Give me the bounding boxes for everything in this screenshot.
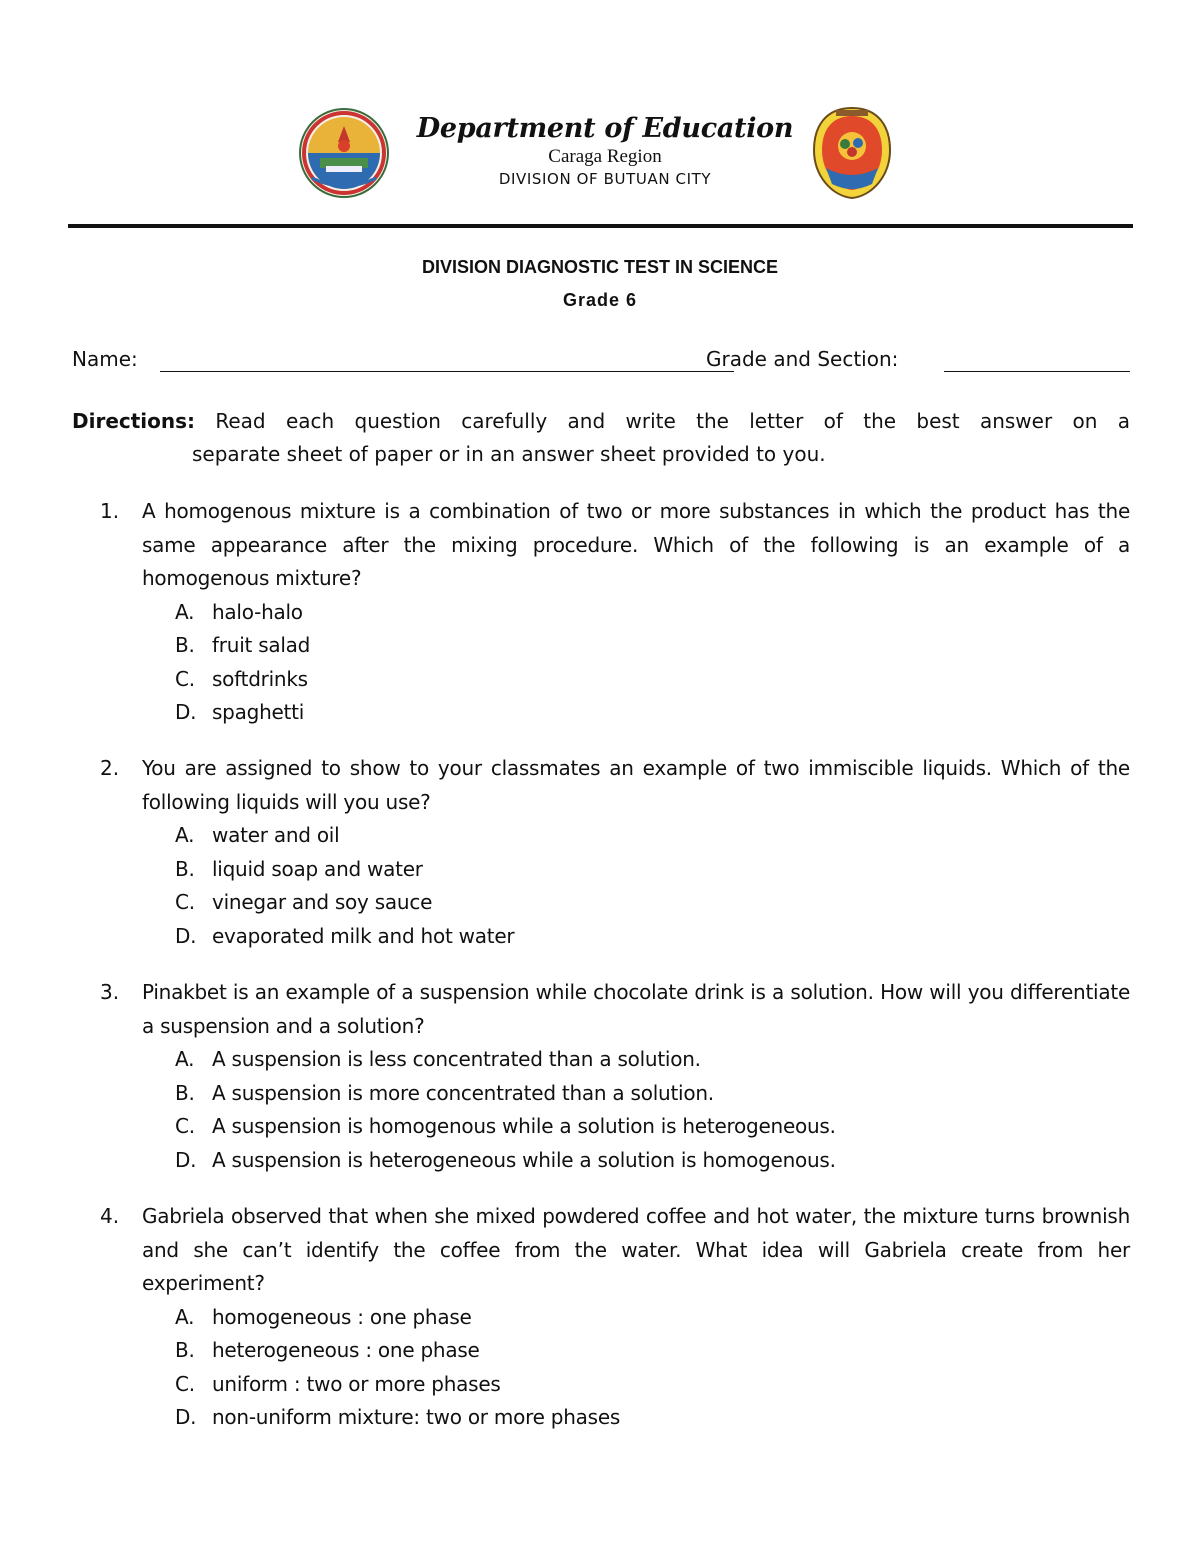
choice-text: uniform : two or more phases [212,1371,501,1396]
choice-item [175,1301,1130,1335]
choice-text: heterogeneous : one phase [212,1338,480,1362]
choice-text: homogeneous : one phase [212,1304,472,1329]
choice-letter: D. [175,923,197,948]
choice-letter: D. [175,1147,197,1172]
choice-letter: C. [175,1371,195,1396]
test-title: DIVISION DIAGNOSTIC TEST IN SCIENCE [421,257,779,277]
choice-item [175,596,1130,630]
division-name: DIVISION OF BUTUAN CITY [498,170,712,188]
choice-item [175,819,1130,853]
choice-item [175,886,1130,920]
choice-text: A suspension is homogenous while a solution is heterogeneous. [212,1114,836,1138]
question-text: You are assigned to show to your classmates an example of two immiscible liquids. Which of the following liquids will you use? [142,756,1130,814]
choice-item [175,853,1130,887]
choice-text: A suspension is more concentrated than a solution. [212,1080,714,1105]
choice-list [175,1301,1130,1435]
choice-list [175,596,1130,730]
choice-letter: A. [175,823,195,847]
question-text: Gabriela observed that when she mixed powdered coffee and hot water, the mixture turns brownish and she can’t identify the coffee from the water. What idea will Gabriela create from her experiment? [142,1204,1130,1295]
choice-letter: B. [175,1080,195,1105]
question-text: Pinakbet is an example of a suspension while chocolate drink is a solution. How will you differentiate a suspension and a solution? [142,980,1130,1038]
grade-section-blank[interactable] [944,371,1130,372]
choice-item [175,920,1130,954]
directions-text-2: separate sheet of paper or in an answer sheet provided to you. [192,442,826,466]
choice-text: A suspension is heterogeneous while a solution is homogenous. [212,1147,836,1172]
choice-list [175,1043,1130,1177]
question-number: 3. [100,980,120,1004]
grade-section-label: Grade and Section: [706,347,899,371]
choice-item [175,1077,1130,1111]
student-info-row [72,347,1132,379]
choice-letter: C. [175,890,195,914]
question-number: 4. [100,1204,120,1228]
question-text: A homogenous mixture is a combination of two or more substances in which the product has the same appearance after the mixing procedure. Which of the following is an example of a homogenous mixture? [142,499,1130,590]
choice-letter: B. [175,633,195,657]
department-title: Department of Education [416,113,794,144]
choice-item [175,1144,1130,1178]
name-blank[interactable] [160,371,734,372]
choice-text: fruit salad [212,633,311,657]
choice-item [175,663,1130,697]
question-item [100,1200,1130,1435]
choice-item [175,696,1130,730]
question-item [100,495,1130,730]
region-name: Caraga Region [548,146,662,167]
test-grade: Grade 6 [562,290,638,310]
choice-item [175,1401,1130,1435]
choice-text: non-uniform mixture: two or more phases [212,1405,621,1429]
choice-letter: C. [175,666,195,691]
choice-letter: D. [175,1405,197,1429]
choice-list [175,819,1130,953]
choice-letter: B. [175,1338,195,1362]
choice-letter: D. [175,700,197,724]
choice-item [175,1368,1130,1402]
choice-text: liquid soap and water [212,856,423,881]
choice-item [175,1334,1130,1368]
choice-text: vinegar and soy sauce [212,890,433,914]
choice-text: A suspension is less concentrated than a solution. [212,1047,701,1071]
question-item [100,976,1130,1177]
header-divider [68,224,1133,228]
choice-text: halo-halo [212,599,303,624]
department-block [410,112,800,190]
choice-text: water and oil [212,823,340,847]
name-label: Name: [72,347,138,371]
choice-letter: A. [175,1304,195,1329]
question-number: 2. [100,756,120,780]
choice-text: spaghetti [212,700,305,724]
question-number: 1. [100,499,120,523]
division-seal [812,106,892,200]
question-item [100,752,1130,953]
choice-letter: A. [175,599,195,624]
choice-letter: A. [175,1047,195,1071]
directions-label: Directions: [72,409,196,433]
choice-item [175,1043,1130,1077]
choice-item [175,1110,1130,1144]
choice-letter: C. [175,1114,195,1138]
butuan-city-seal [298,108,390,198]
choice-text: evaporated milk and hot water [212,923,515,948]
directions [72,405,1130,471]
directions-line-1 [72,405,1130,438]
choice-text: softdrinks [212,666,308,691]
choice-item [175,629,1130,663]
directions-text-1: Read each question carefully and write the letter of the best answer on a [215,409,1130,433]
choice-letter: B. [175,856,195,881]
document-header [0,0,1200,230]
